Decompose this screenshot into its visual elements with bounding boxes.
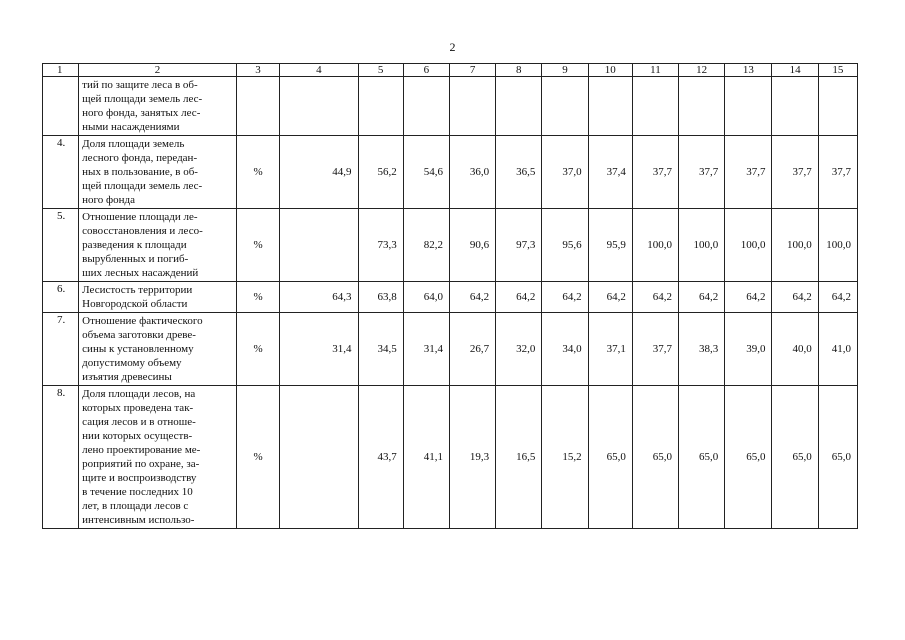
indicator-name: Отношение фактического объема заготовки древе- сины к установленному допустимому объему изъятия древесины	[79, 313, 237, 386]
value-cell: 32,0	[496, 313, 542, 386]
column-header-10: 10	[588, 64, 632, 77]
value-cell: 37,1	[588, 313, 632, 386]
value-cell	[632, 77, 678, 136]
value-cell	[542, 77, 588, 136]
page-number: 2	[449, 40, 456, 54]
row-number: 7.	[43, 313, 79, 386]
value-cell: 26,7	[449, 313, 495, 386]
value-cell	[358, 77, 403, 136]
value-cell: 54,6	[403, 136, 449, 209]
table-row	[43, 136, 858, 209]
value-cell: 36,5	[496, 136, 542, 209]
table-body	[43, 64, 858, 529]
value-cell: 65,0	[588, 386, 632, 529]
indicator-name: тий по защите леса в об- щей площади земель лес- ного фонда, занятых лес- ными насаждениями	[79, 77, 237, 136]
row-number	[43, 77, 79, 136]
unit-cell	[236, 77, 279, 136]
unit-cell: %	[236, 136, 279, 209]
row-number: 4.	[43, 136, 79, 209]
row-number: 6.	[43, 282, 79, 313]
value-cell	[679, 77, 725, 136]
value-cell	[449, 77, 495, 136]
column-header-8: 8	[496, 64, 542, 77]
value-cell: 82,2	[403, 209, 449, 282]
column-header-11: 11	[632, 64, 678, 77]
value-cell: 95,6	[542, 209, 588, 282]
value-cell: 56,2	[358, 136, 403, 209]
value-cell: 100,0	[772, 209, 818, 282]
indicators-table	[42, 63, 858, 529]
value-cell: 37,7	[772, 136, 818, 209]
value-cell: 37,7	[725, 136, 772, 209]
unit-cell: %	[236, 209, 279, 282]
value-cell	[403, 77, 449, 136]
value-cell: 15,2	[542, 386, 588, 529]
value-cell: 19,3	[449, 386, 495, 529]
table-row	[43, 77, 858, 136]
indicator-name: Доля площади лесов, на которых проведена так- сация лесов и в отноше- нии которых осуществ- лено проектирование ме- роприятий по охране, за- щите и воспроизводству в течение последних 10 лет, в площади лесов с интенсивным использо-	[79, 386, 237, 529]
value-cell: 37,4	[588, 136, 632, 209]
column-header-4: 4	[280, 64, 358, 77]
column-header-2: 2	[79, 64, 237, 77]
table-row	[43, 209, 858, 282]
unit-cell: %	[236, 282, 279, 313]
value-cell: 31,4	[403, 313, 449, 386]
value-cell: 65,0	[725, 386, 772, 529]
value-cell: 41,1	[403, 386, 449, 529]
unit-cell: %	[236, 386, 279, 529]
column-header-13: 13	[725, 64, 772, 77]
column-header-14: 14	[772, 64, 818, 77]
value-cell: 34,5	[358, 313, 403, 386]
column-header-6: 6	[403, 64, 449, 77]
value-cell: 64,2	[449, 282, 495, 313]
value-cell: 16,5	[496, 386, 542, 529]
value-cell: 73,3	[358, 209, 403, 282]
value-cell: 39,0	[725, 313, 772, 386]
value-cell: 37,7	[632, 313, 678, 386]
value-cell: 37,7	[818, 136, 857, 209]
value-cell: 37,7	[679, 136, 725, 209]
value-cell	[818, 77, 857, 136]
value-cell: 64,2	[542, 282, 588, 313]
table-row	[43, 282, 858, 313]
value-cell: 44,9	[280, 136, 358, 209]
value-cell: 64,2	[679, 282, 725, 313]
value-cell: 43,7	[358, 386, 403, 529]
value-cell: 65,0	[632, 386, 678, 529]
value-cell	[280, 386, 358, 529]
value-cell: 97,3	[496, 209, 542, 282]
value-cell: 65,0	[818, 386, 857, 529]
value-cell: 65,0	[679, 386, 725, 529]
indicator-name: Доля площади земель лесного фонда, передан- ных в пользование, в об- щей площади земель лес- ного фонда	[79, 136, 237, 209]
column-header-3: 3	[236, 64, 279, 77]
value-cell: 90,6	[449, 209, 495, 282]
value-cell: 100,0	[818, 209, 857, 282]
column-header-12: 12	[679, 64, 725, 77]
row-number: 5.	[43, 209, 79, 282]
value-cell	[496, 77, 542, 136]
value-cell: 64,2	[632, 282, 678, 313]
table-row	[43, 386, 858, 529]
table-row	[43, 313, 858, 386]
value-cell	[280, 77, 358, 136]
header-row	[43, 64, 858, 77]
value-cell: 63,8	[358, 282, 403, 313]
column-header-5: 5	[358, 64, 403, 77]
value-cell	[588, 77, 632, 136]
value-cell: 31,4	[280, 313, 358, 386]
value-cell: 37,7	[632, 136, 678, 209]
indicator-name: Отношение площади ле- совосстановления и лесо- разведения к площади вырубленных и погиб- ших лесных насаждений	[79, 209, 237, 282]
value-cell: 37,0	[542, 136, 588, 209]
value-cell: 41,0	[818, 313, 857, 386]
value-cell: 64,0	[403, 282, 449, 313]
column-header-9: 9	[542, 64, 588, 77]
unit-cell: %	[236, 313, 279, 386]
value-cell	[772, 77, 818, 136]
value-cell: 38,3	[679, 313, 725, 386]
value-cell: 65,0	[772, 386, 818, 529]
value-cell: 64,3	[280, 282, 358, 313]
value-cell: 100,0	[679, 209, 725, 282]
value-cell: 36,0	[449, 136, 495, 209]
value-cell: 64,2	[818, 282, 857, 313]
value-cell: 64,2	[772, 282, 818, 313]
value-cell: 64,2	[496, 282, 542, 313]
column-header-15: 15	[818, 64, 857, 77]
value-cell: 64,2	[725, 282, 772, 313]
value-cell: 100,0	[632, 209, 678, 282]
value-cell: 34,0	[542, 313, 588, 386]
value-cell	[280, 209, 358, 282]
value-cell	[725, 77, 772, 136]
value-cell: 40,0	[772, 313, 818, 386]
column-header-1: 1	[43, 64, 79, 77]
row-number: 8.	[43, 386, 79, 529]
value-cell: 64,2	[588, 282, 632, 313]
value-cell: 95,9	[588, 209, 632, 282]
column-header-7: 7	[449, 64, 495, 77]
value-cell: 100,0	[725, 209, 772, 282]
indicator-name: Лесистость территории Новгородской области	[79, 282, 237, 313]
